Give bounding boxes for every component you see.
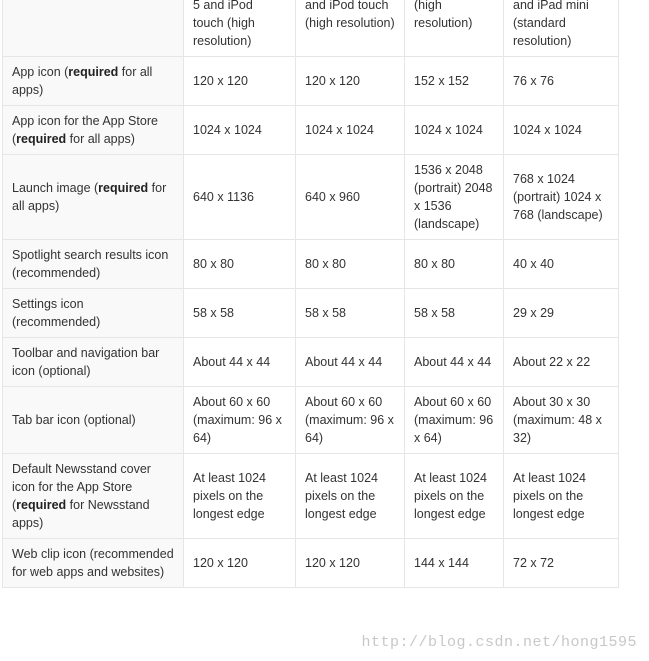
value-cell: 152 x 152 (405, 57, 504, 106)
value-cell: About 44 x 44 (296, 338, 405, 387)
row-label: Settings icon (recommended) (3, 289, 184, 338)
header-cell-iphone5: 5 and iPod touch (high resolution) (184, 0, 296, 57)
table-row (3, 539, 619, 588)
value-cell: 58 x 58 (296, 289, 405, 338)
value-cell: 768 x 1024 (portrait) 1024 x 768 (landscape) (504, 155, 619, 240)
watermark-text: http://blog.csdn.net/hong1595 (361, 634, 637, 651)
icon-size-table-container (2, 0, 619, 588)
table-row (3, 155, 619, 240)
value-cell: 640 x 1136 (184, 155, 296, 240)
row-label: Toolbar and navigation bar icon (optional) (3, 338, 184, 387)
value-cell: 80 x 80 (405, 240, 504, 289)
value-cell: 144 x 144 (405, 539, 504, 588)
value-cell: 120 x 120 (184, 539, 296, 588)
value-cell: 80 x 80 (296, 240, 405, 289)
value-cell: At least 1024 pixels on the longest edge (504, 454, 619, 539)
value-cell: 1024 x 1024 (184, 106, 296, 155)
header-cell-ipad-retina: (high resolution) (405, 0, 504, 57)
value-cell: 29 x 29 (504, 289, 619, 338)
table-header-row (3, 0, 619, 57)
table-row (3, 57, 619, 106)
header-corner-cell (3, 0, 184, 57)
table-row (3, 454, 619, 539)
value-cell: 80 x 80 (184, 240, 296, 289)
table-body (3, 57, 619, 588)
row-label: Spotlight search results icon (recommended) (3, 240, 184, 289)
value-cell: At least 1024 pixels on the longest edge (296, 454, 405, 539)
value-cell: About 30 x 30 (maximum: 48 x 32) (504, 387, 619, 454)
header-cell-iphone4: and iPod touch (high resolution) (296, 0, 405, 57)
value-cell: 72 x 72 (504, 539, 619, 588)
value-cell: 1024 x 1024 (405, 106, 504, 155)
value-cell: About 44 x 44 (184, 338, 296, 387)
value-cell: At least 1024 pixels on the longest edge (184, 454, 296, 539)
table-row (3, 338, 619, 387)
row-label: App icon for the App Store (required for all apps) (3, 106, 184, 155)
row-label: Default Newsstand cover icon for the App Store (required for Newsstand apps) (3, 454, 184, 539)
value-cell: 58 x 58 (405, 289, 504, 338)
table-row (3, 106, 619, 155)
row-label: Web clip icon (recommended for web apps and websites) (3, 539, 184, 588)
value-cell: 40 x 40 (504, 240, 619, 289)
value-cell: At least 1024 pixels on the longest edge (405, 454, 504, 539)
value-cell: 640 x 960 (296, 155, 405, 240)
table-row (3, 289, 619, 338)
value-cell: About 60 x 60 (maximum: 96 x 64) (184, 387, 296, 454)
value-cell: 120 x 120 (296, 539, 405, 588)
header-cell-ipad-mini: and iPad mini (standard resolution) (504, 0, 619, 57)
value-cell: 120 x 120 (184, 57, 296, 106)
value-cell: About 22 x 22 (504, 338, 619, 387)
value-cell: About 44 x 44 (405, 338, 504, 387)
value-cell: About 60 x 60 (maximum: 96 x 64) (296, 387, 405, 454)
table-row (3, 387, 619, 454)
row-label: App icon (required for all apps) (3, 57, 184, 106)
value-cell: 1536 x 2048 (portrait) 2048 x 1536 (landscape) (405, 155, 504, 240)
value-cell: 120 x 120 (296, 57, 405, 106)
icon-size-table (2, 0, 619, 588)
value-cell: About 60 x 60 (maximum: 96 x 64) (405, 387, 504, 454)
row-label: Launch image (required for all apps) (3, 155, 184, 240)
table-row (3, 240, 619, 289)
value-cell: 76 x 76 (504, 57, 619, 106)
value-cell: 1024 x 1024 (504, 106, 619, 155)
row-label: Tab bar icon (optional) (3, 387, 184, 454)
value-cell: 58 x 58 (184, 289, 296, 338)
value-cell: 1024 x 1024 (296, 106, 405, 155)
